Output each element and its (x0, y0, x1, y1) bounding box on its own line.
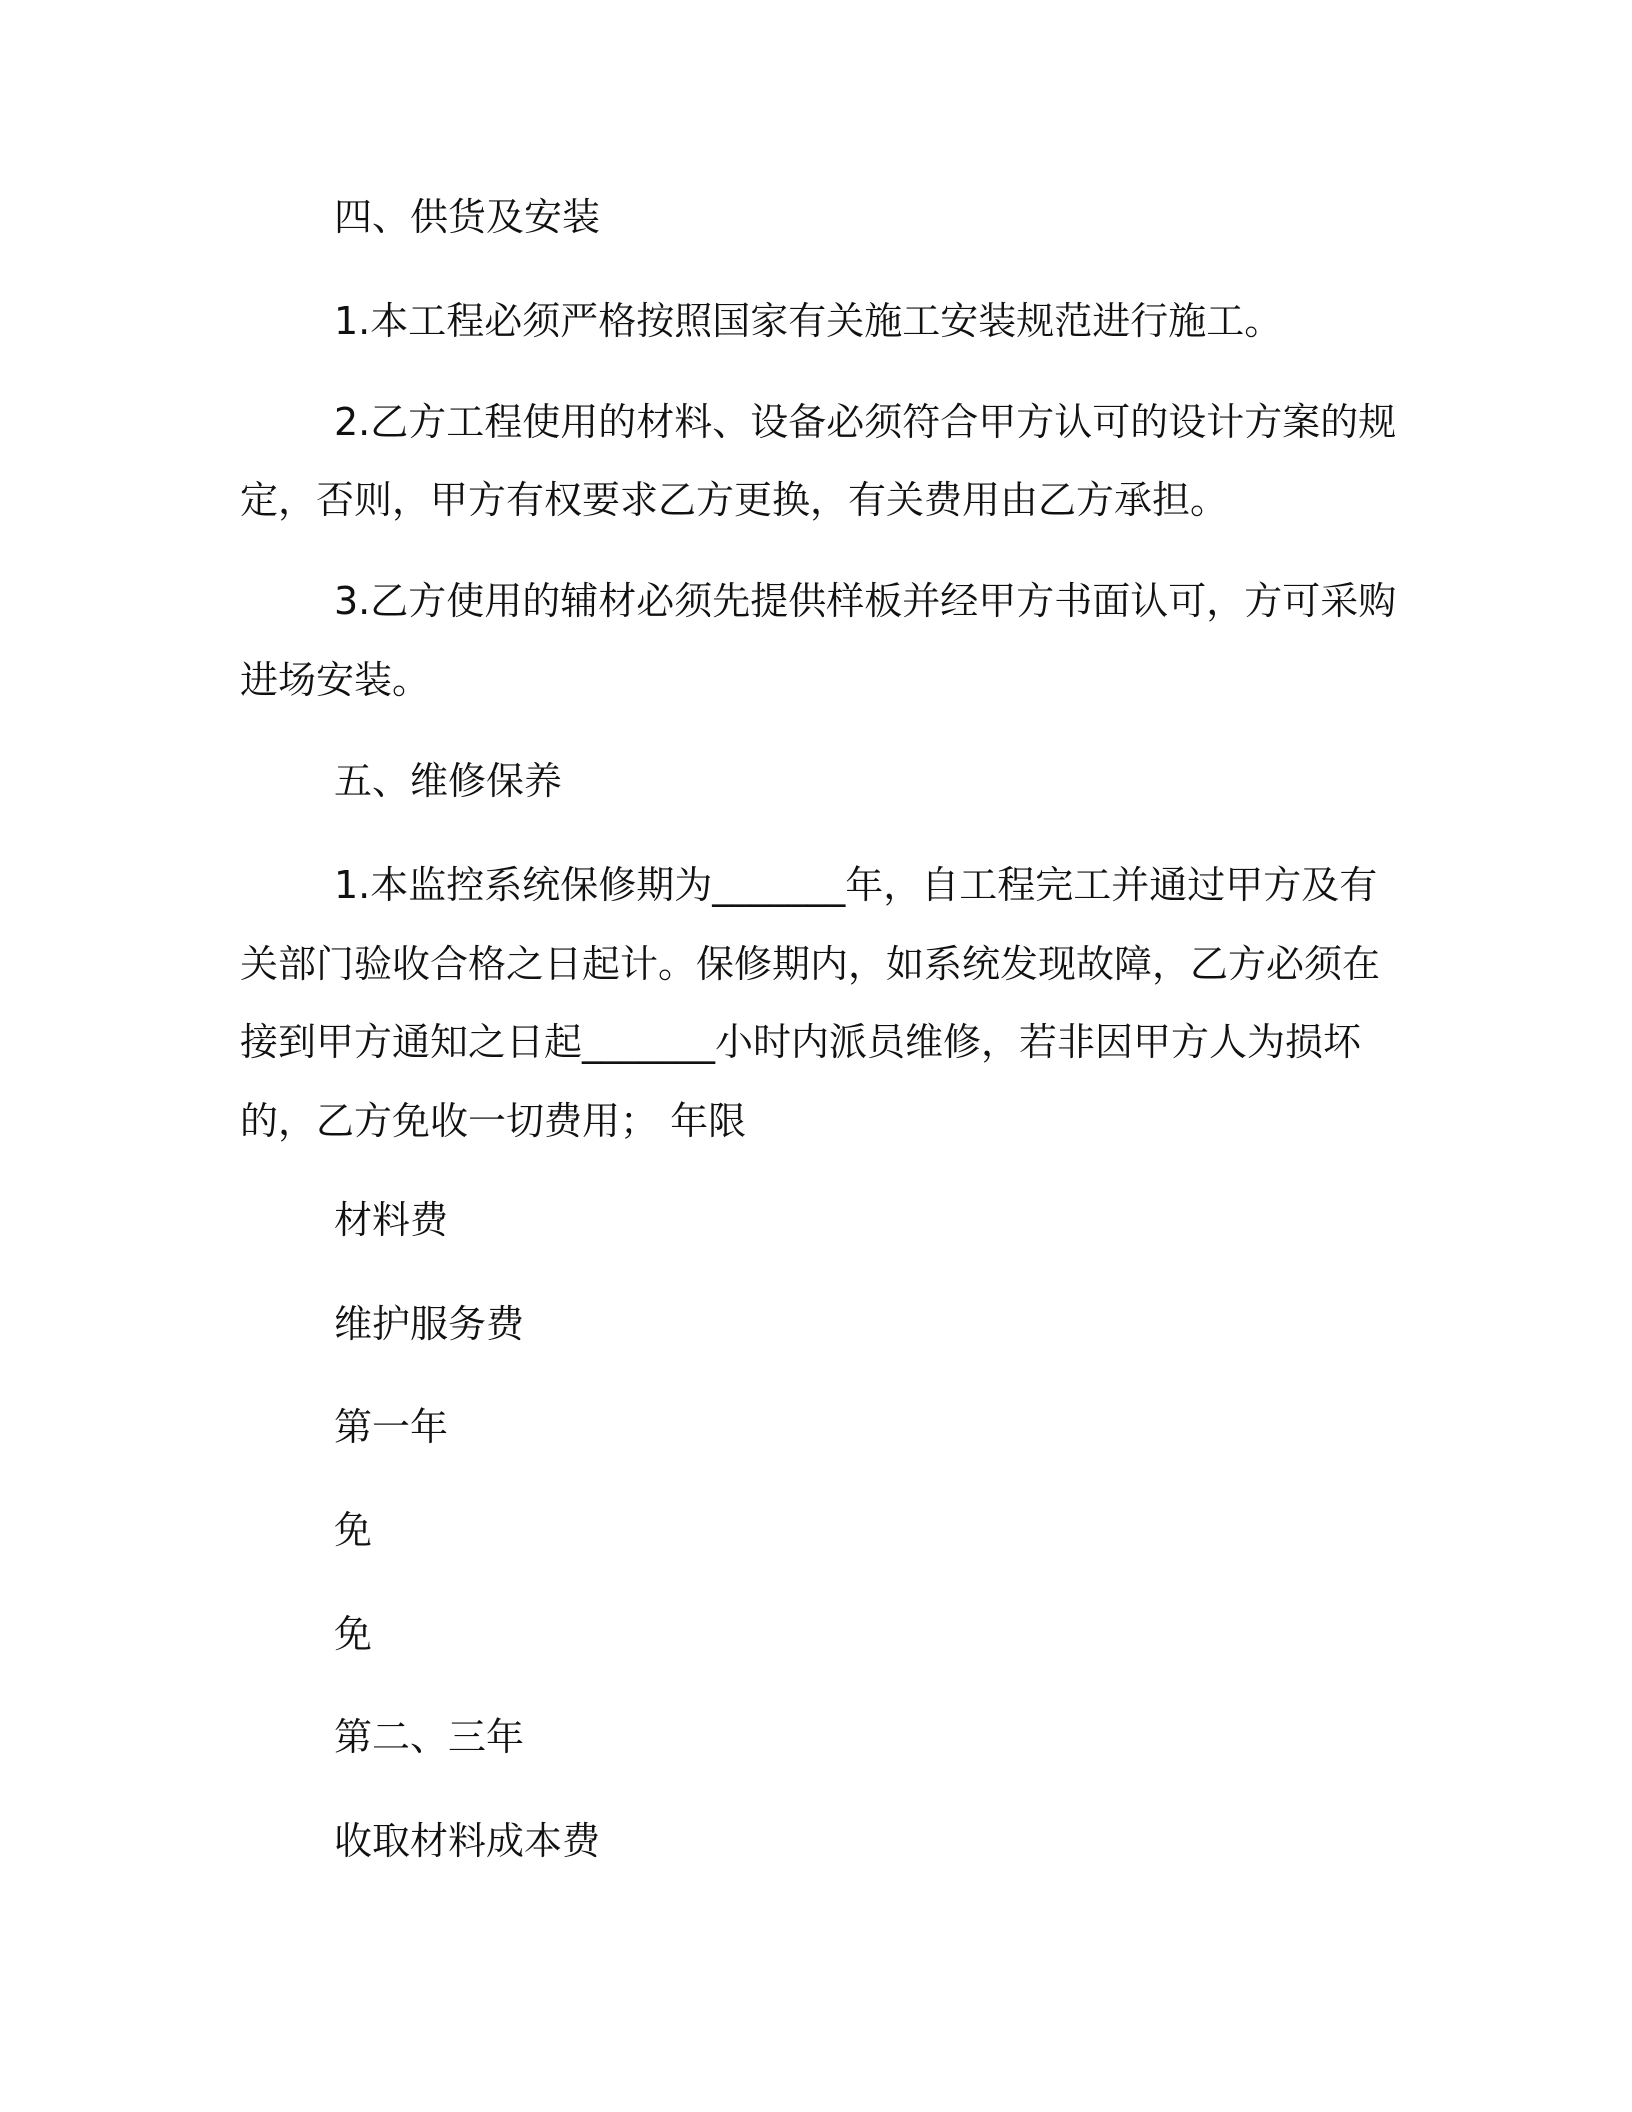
table-row-first-year-label: 第一年 (334, 1405, 449, 1449)
section-heading-maintenance: 五、维修保养 (334, 759, 563, 803)
table-header-service: 维护服务费 (334, 1302, 525, 1346)
paragraph-5-1-line1: 1.本监控系统保修期为_______年，自工程完工并通过甲方及有 (334, 863, 1378, 907)
paragraph-5-1-line3: 接到甲方通知之日起_______小时内派员维修，若非因甲方人为损坏 (240, 1020, 1362, 1064)
paragraph-4-2-line2: 定，否则，甲方有权要求乙方更换，有关费用由乙方承担。 (240, 478, 1229, 522)
table-row-first-year-material: 免 (334, 1508, 373, 1552)
table-row-first-year-service: 免 (334, 1612, 373, 1656)
section-heading-supply-installation: 四、供货及安装 (334, 195, 601, 239)
table-row-second-third-year-label: 第二、三年 (334, 1715, 525, 1759)
paragraph-4-3-line2: 进场安装。 (240, 658, 431, 702)
paragraph-5-1-line2: 关部门验收合格之日起计。保修期内，如系统发现故障，乙方必须在 (240, 942, 1381, 986)
paragraph-4-1: 1.本工程必须严格按照国家有关施工安装规范进行施工。 (334, 299, 1283, 343)
paragraph-4-2-line1: 2.乙方工程使用的材料、设备必须符合甲方认可的设计方案的规 (334, 400, 1397, 444)
table-header-material: 材料费 (334, 1198, 449, 1242)
paragraph-5-1-line4: 的，乙方免收一切费用； 年限 (240, 1099, 747, 1143)
paragraph-4-3-line1: 3.乙方使用的辅材必须先提供样板并经甲方书面认可，方可采购 (334, 579, 1397, 623)
table-row-second-third-year-material: 收取材料成本费 (334, 1819, 601, 1863)
